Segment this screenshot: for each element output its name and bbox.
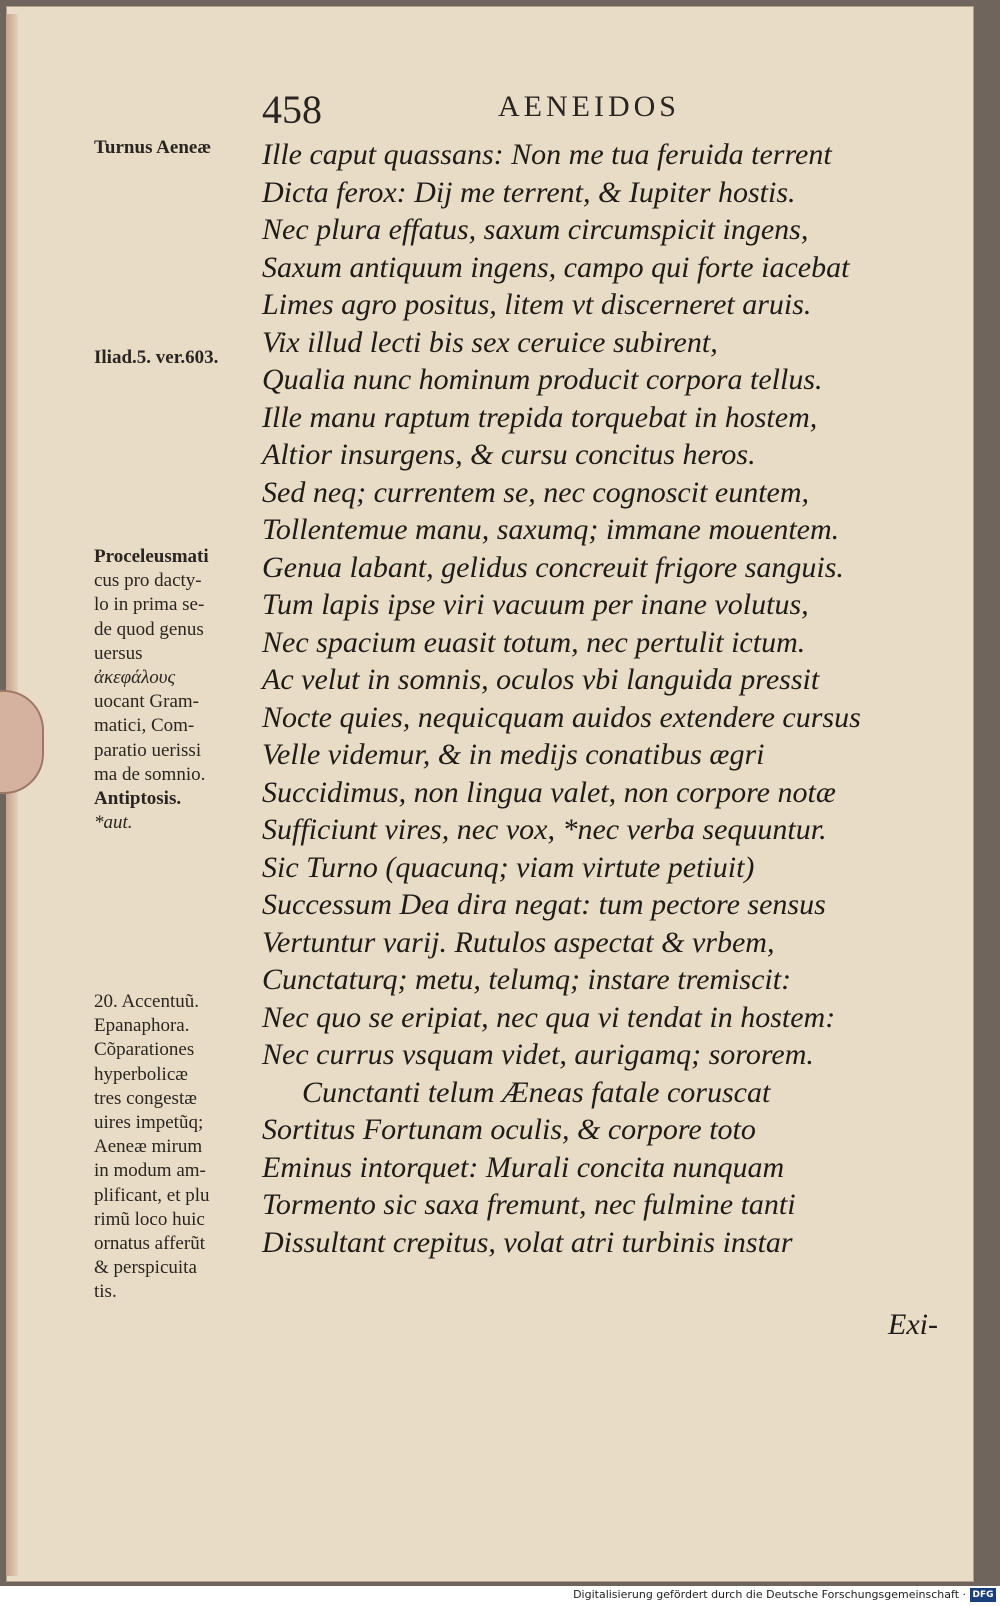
verse-line: Sic Turno (quacunq; viam virtute petiuit)	[262, 850, 755, 884]
verse-line: Limes agro positus, litem vt discerneret aruis.	[262, 288, 812, 321]
verse-line: Nocte quies, nequicquam auidos extendere cursus	[262, 700, 861, 734]
verse-line: Ille caput quassans: Non me tua feruida terrent	[262, 138, 832, 171]
margin-note-line: Iliad.5. ver.603.	[94, 347, 219, 368]
margin-note-line: hyperbolicæ	[94, 1063, 188, 1085]
verse-line: Tormento sic saxa fremunt, nec fulmine tanti	[262, 1188, 796, 1221]
footer-credit: Digitalisierung gefördert durch die Deutsche Forschungsgemeinschaft ·	[573, 1588, 966, 1601]
verse-line: Vertuntur varij. Rutulos aspectat & vrbem,	[262, 925, 775, 959]
margin-note-line: Turnus Aeneæ	[94, 137, 212, 158]
verse-line: Ac velut in somnis, oculos vbi languida pressit	[262, 663, 820, 696]
margin-note-line: 20. Accentuũ.	[94, 991, 200, 1012]
verse-line: Vix illud lecti bis sex ceruice subirent,	[262, 325, 718, 359]
margin-note-line: ornatus afferũt	[94, 1233, 205, 1255]
verse-line: Succidimus, non lingua valet, non corpore notæ	[262, 775, 836, 809]
margin-note-line: Cõparationes	[94, 1039, 195, 1061]
margin-note-line: in modum am-	[94, 1160, 206, 1182]
verse-line: Successum Dea dira negat: tum pectore sensus	[262, 888, 826, 921]
verse-line: Velle videmur, & in medijs conatibus ægri	[262, 738, 765, 771]
margin-note-line: de quod genus	[94, 618, 204, 640]
verse-line: Sufficiunt vires, nec vox, *nec verba sequuntur.	[262, 813, 827, 846]
verse-line: Nec spacium euasit totum, nec pertulit ictum.	[262, 625, 806, 659]
margin-note-line: uocant Gram-	[94, 691, 199, 713]
margin-note-line: Antiptosis.	[94, 788, 182, 810]
margin-note-greek-line: ἀκεφάλους	[94, 667, 176, 689]
verse-line: Tollentemue manu, saxumq; immane mouentem.	[262, 513, 840, 546]
margin-note-proceleusmatic	[94, 545, 254, 835]
margin-note-line: tres congestæ	[94, 1087, 197, 1109]
verse-line: Tum lapis ipse viri vacuum per inane volutus,	[262, 588, 809, 621]
verse-block	[262, 136, 952, 1261]
verse-line: Eminus intorquet: Murali concita nunquam	[262, 1150, 785, 1184]
footer-bar	[0, 1586, 1000, 1606]
verse-line: Dicta ferox: Dij me terrent, & Iupiter hostis.	[262, 175, 796, 209]
verse-line: Nec plura effatus, saxum circumspicit ingens,	[262, 213, 809, 246]
margin-note-line: uires impetũq;	[94, 1112, 204, 1134]
margin-note-line: lo in prima se-	[94, 594, 205, 616]
running-head: AENEIDOS	[498, 90, 680, 123]
margin-note-line: matici, Com-	[94, 715, 195, 737]
page-header	[262, 86, 762, 132]
verse-line: Saxum antiquum ingens, campo qui forte iacebat	[262, 250, 850, 284]
margin-note-line: Aeneæ mirum	[94, 1136, 203, 1158]
page-gutter	[6, 14, 18, 1576]
verse-line: Sortitus Fortunam oculis, & corpore toto	[262, 1113, 756, 1146]
margin-note-line: *aut.	[94, 812, 133, 834]
verse-line: Dissultant crepitus, volat atri turbinis instar	[262, 1225, 793, 1259]
margin-note-line: & perspicuita	[94, 1257, 197, 1279]
margin-note-turnus	[94, 136, 254, 160]
margin-note-line: ma de somnio.	[94, 763, 206, 785]
verse-line-indented: Cunctanti telum Æneas fatale coruscat	[302, 1075, 771, 1109]
verse-line: Ille manu raptum trepida torquebat in hostem,	[262, 400, 818, 434]
verse-line: Genua labant, gelidus concreuit frigore sanguis.	[262, 550, 844, 584]
verse-line: Nec quo se eripiat, nec qua vi tendat in hostem:	[262, 1000, 836, 1034]
margin-note-line: uersus	[94, 642, 143, 664]
margin-note-line: plificant, et plu	[94, 1184, 210, 1206]
margin-note-line: Proceleusmati	[94, 546, 209, 567]
margin-note-iliad	[94, 346, 254, 370]
page-number: 458	[262, 87, 322, 132]
margin-note-line: rimũ loco huic	[94, 1208, 205, 1230]
margin-note-line: paratio uerissi	[94, 739, 202, 761]
margin-note-line: cus pro dacty-	[94, 570, 202, 592]
margin-note-accentuum	[94, 990, 254, 1305]
verse-line: Qualia nunc hominum producit corpora tellus.	[262, 363, 823, 396]
verse-line: Nec currus vsquam videt, aurigamq; sororem.	[262, 1038, 814, 1071]
verse-line: Sed neq; currentem se, nec cognoscit euntem,	[262, 475, 810, 509]
verse-line: Cunctaturq; metu, telumq; instare tremiscit:	[262, 963, 792, 996]
margin-note-line: tis.	[94, 1281, 117, 1303]
margin-note-line: Epanaphora.	[94, 1015, 190, 1037]
verse-line: Altior insurgens, & cursu concitus heros.	[262, 438, 756, 471]
catchword: Exi-	[888, 1308, 938, 1341]
dfg-logo-icon: DFG	[970, 1588, 996, 1602]
